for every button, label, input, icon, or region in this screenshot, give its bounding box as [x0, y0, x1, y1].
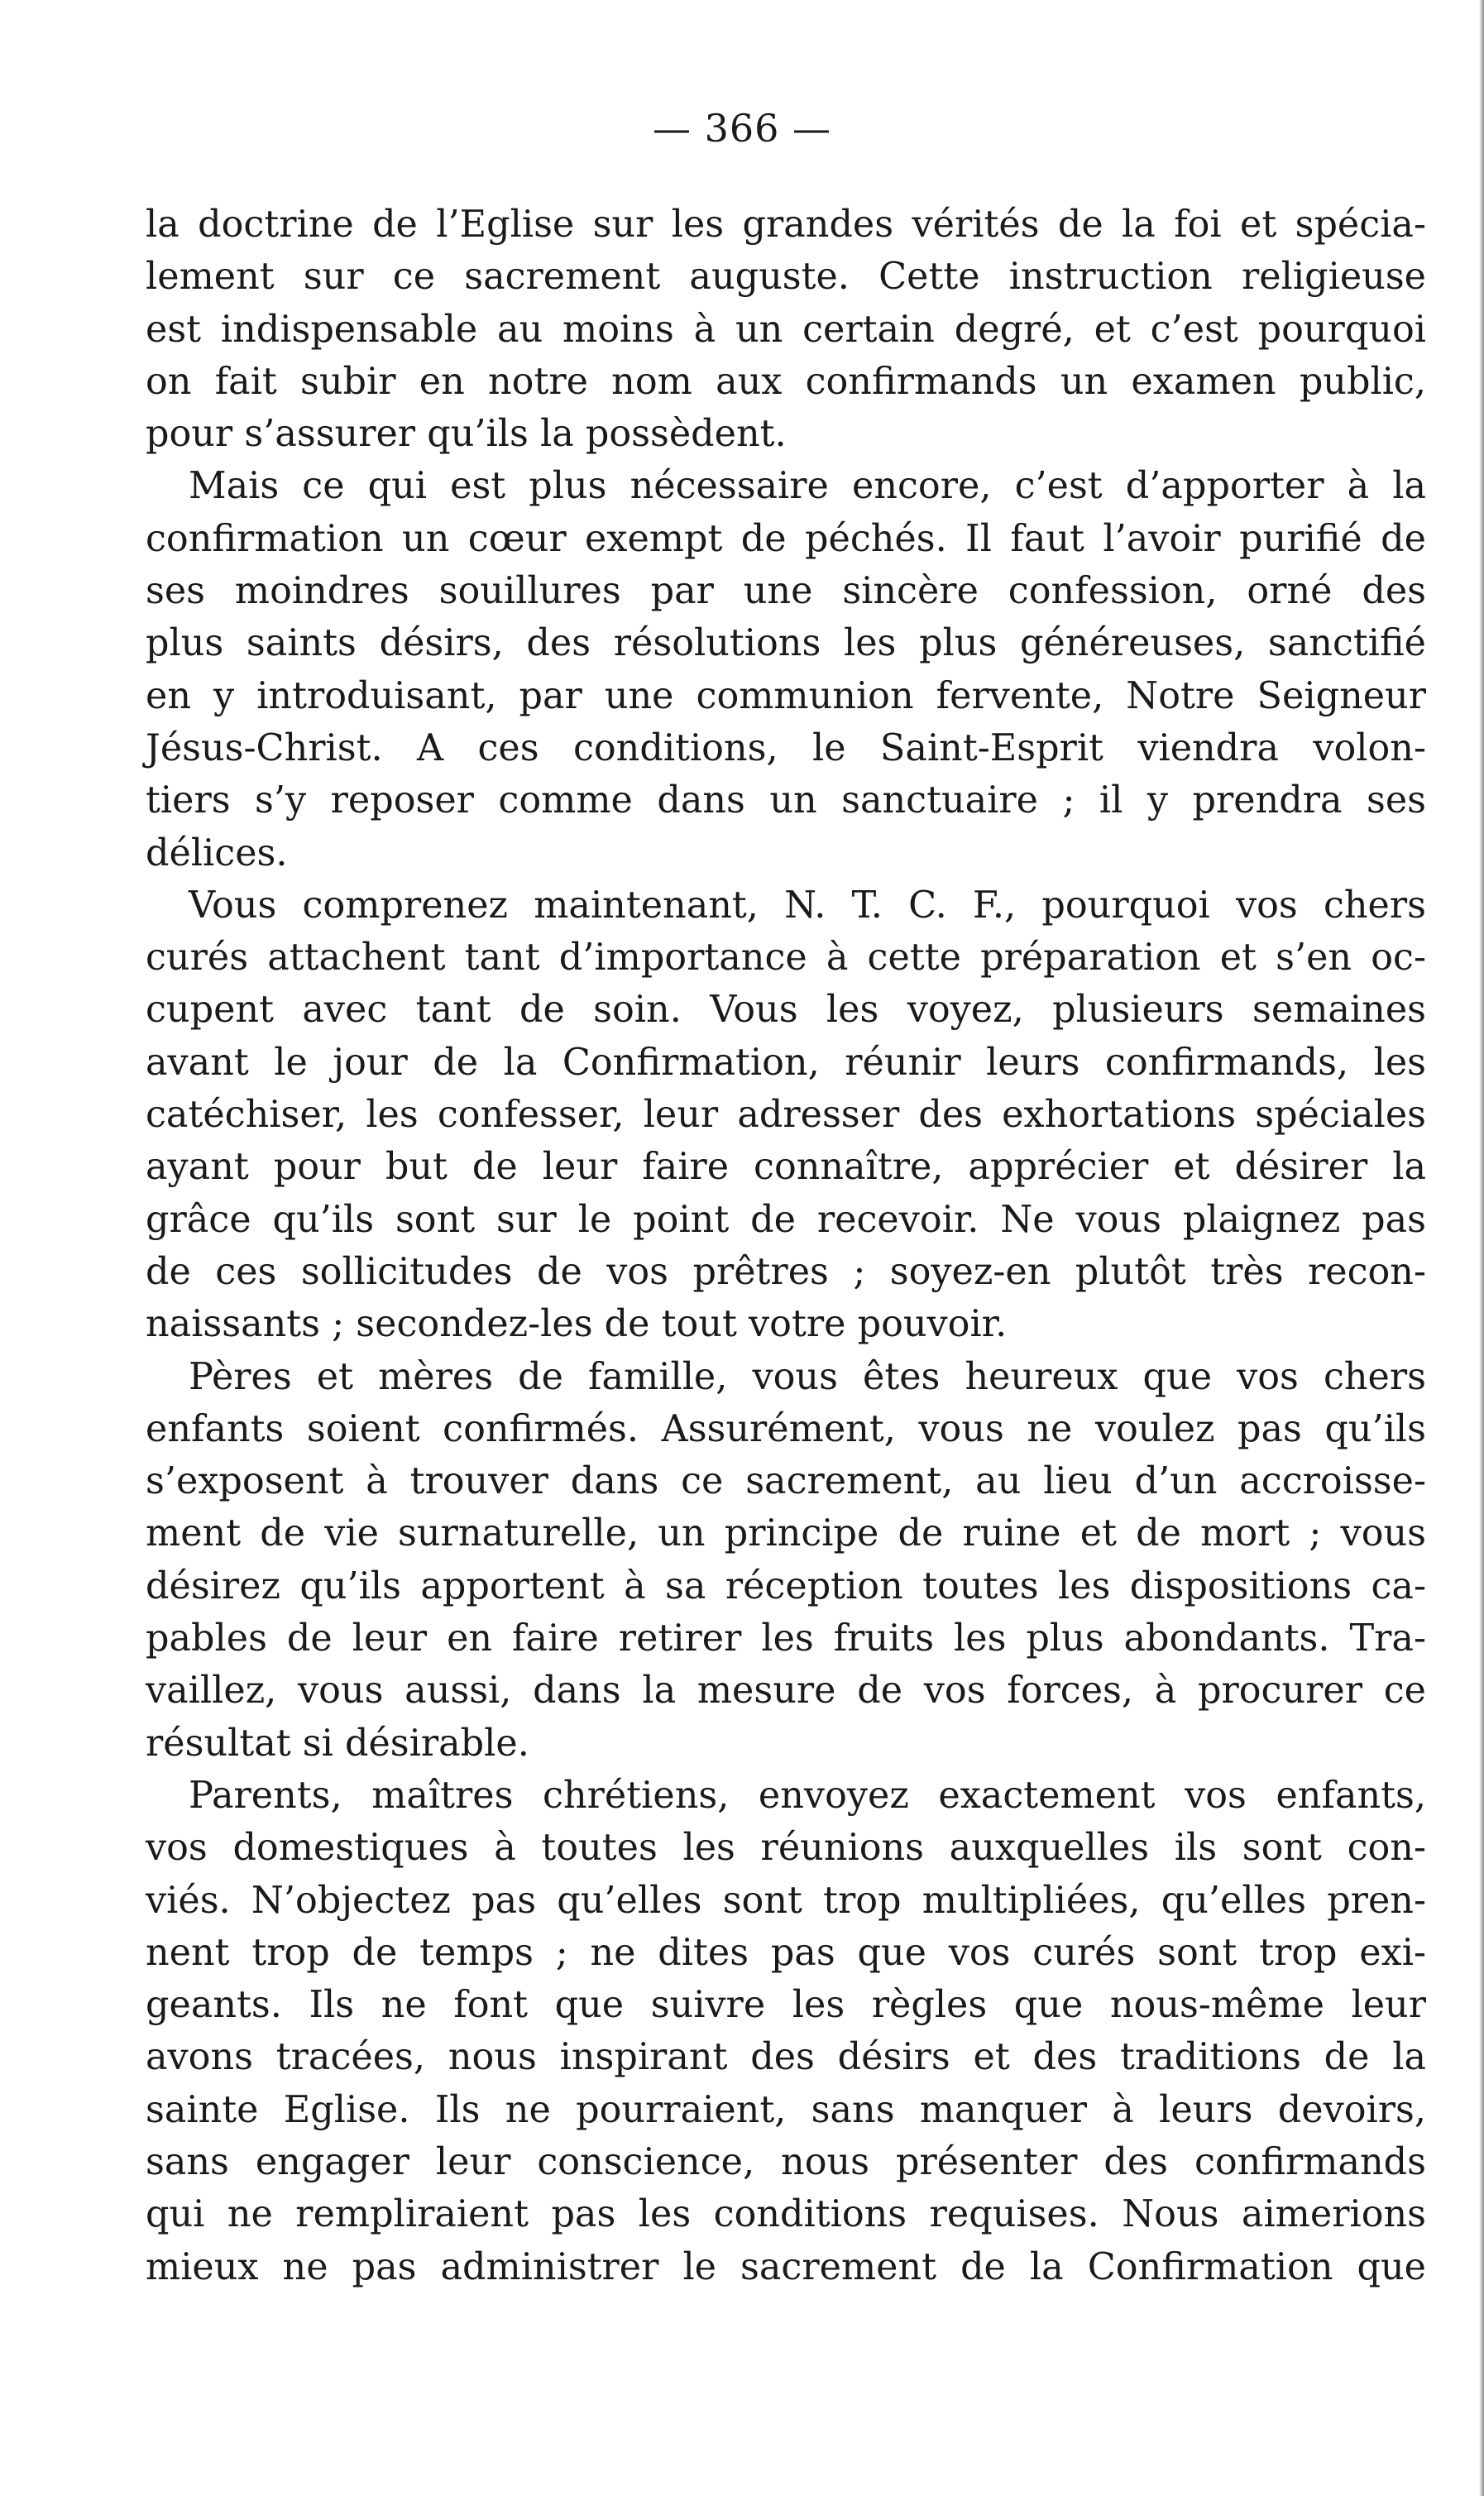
- body-text: [146, 199, 1426, 2293]
- text-line: catéchiser, les confesser, leur adresser des exhortations spéciales: [146, 1094, 1426, 1137]
- text-line: pour s’assurer qu’ils la possèdent.: [146, 413, 787, 456]
- paragraph: [146, 1351, 1426, 1770]
- text-line: avons tracées, nous inspirant des désirs et des traditions de la: [146, 2036, 1426, 2079]
- text-line: plus saints désirs, des résolutions les plus généreuses, sanctifié: [146, 622, 1426, 665]
- text-line: est indispensable au moins à un certain degré, et c’est pourquoi: [146, 308, 1426, 351]
- text-line: délices.: [146, 831, 288, 874]
- text-line: ayant pour but de leur faire connaître, apprécier et désirer la: [146, 1146, 1426, 1189]
- text-line: vos domestiques à toutes les réunions auxquelles ils sont con-: [146, 1827, 1426, 1870]
- text-line: tiers s’y reposer comme dans un sanctuaire ; il y prendra ses: [146, 779, 1426, 822]
- text-line: grâce qu’ils sont sur le point de recevoir. Ne vous plaignez pas: [146, 1198, 1426, 1241]
- text-line: résultat si désirable.: [146, 1722, 529, 1765]
- text-line: désirez qu’ils apportent à sa réception toutes les dispositions ca-: [146, 1564, 1426, 1607]
- text-line: naissants ; secondez-les de tout votre pouvoir.: [146, 1303, 1008, 1346]
- text-line: de ces sollicitudes de vos prêtres ; soyez-en plutôt très recon-: [146, 1250, 1426, 1293]
- text-line: pables de leur en faire retirer les fruits les plus abondants. Tra-: [146, 1617, 1426, 1660]
- text-line: enfants soient confirmés. Assurément, vous ne voulez pas qu’ils: [146, 1407, 1426, 1450]
- text-line: sainte Eglise. Ils ne pourraient, sans manquer à leurs devoirs,: [146, 2088, 1426, 2131]
- text-line: lement sur ce sacrement auguste. Cette instruction religieuse: [146, 256, 1426, 299]
- text-line: curés attachent tant d’importance à cette préparation et s’en oc-: [146, 937, 1426, 980]
- text-line: nent trop de temps ; ne dites pas que vos curés sont trop exi-: [146, 1931, 1426, 1974]
- paragraph: [146, 199, 1426, 460]
- text-line: confirmation un cœur exempt de péchés. Il faut l’avoir purifié de: [146, 517, 1426, 560]
- page-number: — 366 —: [652, 106, 832, 151]
- text-line: ses moindres souillures par une sincère confession, orné des: [146, 570, 1426, 613]
- text-line: Mais ce qui est plus nécessaire encore, c’est d’apporter à la: [189, 465, 1426, 508]
- text-line: Pères et mères de famille, vous êtes heureux que vos chers: [189, 1355, 1426, 1398]
- text-line: Vous comprenez maintenant, N. T. C. F., pourquoi vos chers: [189, 884, 1426, 927]
- text-line: qui ne rempliraient pas les conditions requises. Nous aimerions: [146, 2193, 1426, 2236]
- page-edge-shadow: [1479, 0, 1484, 2496]
- text-line: viés. N’objectez pas qu’elles sont trop multipliées, qu’elles pren-: [146, 1879, 1426, 1922]
- text-line: avant le jour de la Confirmation, réunir leurs confirmands, les: [146, 1041, 1426, 1084]
- text-line: Parents, maîtres chrétiens, envoyez exactement vos enfants,: [189, 1774, 1426, 1817]
- paragraph: [146, 460, 1426, 879]
- text-line: vaillez, vous aussi, dans la mesure de vos forces, à procurer ce: [146, 1670, 1426, 1713]
- text-line: ment de vie surnaturelle, un principe de ruine et de mort ; vous: [146, 1512, 1426, 1555]
- paragraph: [146, 879, 1426, 1351]
- text-line: mieux ne pas administrer le sacrement de la Confirmation que: [146, 2245, 1426, 2288]
- text-line: geants. Ils ne font que suivre les règles que nous-même leur: [146, 1984, 1426, 2027]
- text-line: en y introduisant, par une communion fervente, Notre Seigneur: [146, 674, 1426, 717]
- text-line: la doctrine de l’Eglise sur les grandes vérités de la foi et spécia-: [146, 204, 1426, 246]
- text-line: Jésus-Christ. A ces conditions, le Saint-Esprit viendra volon-: [146, 726, 1426, 769]
- text-line: on fait subir en notre nom aux confirmands un examen public,: [146, 360, 1426, 403]
- text-line: s’exposent à trouver dans ce sacrement, au lieu d’un accroisse-: [146, 1460, 1426, 1503]
- text-line: cupent avec tant de soin. Vous les voyez, plusieurs semaines: [146, 989, 1426, 1032]
- text-line: sans engager leur conscience, nous présenter des confirmands: [146, 2140, 1426, 2183]
- paragraph: [146, 1770, 1426, 2293]
